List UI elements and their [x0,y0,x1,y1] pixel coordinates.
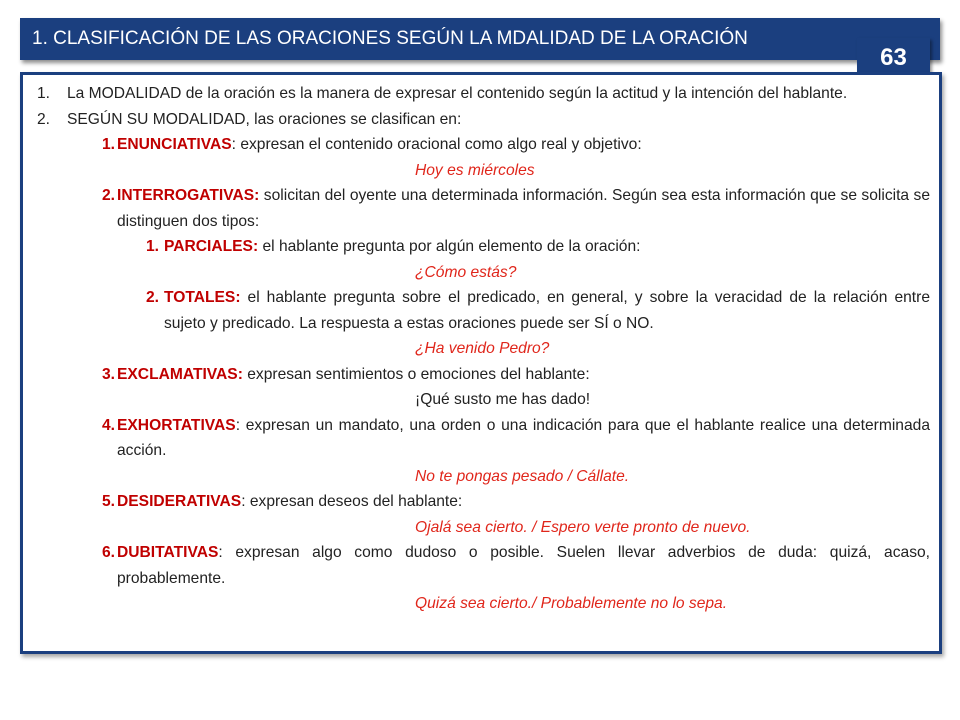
list-number: 2. [145,289,159,306]
list-number: 5. [101,493,115,510]
term: EXHORTATIVAS [117,416,236,434]
list-item-exhortativas [23,413,939,464]
content-list [23,81,939,617]
term: DUBITATIVAS [117,544,219,561]
title-bar [20,18,940,60]
list-text: SEGÚN SU MODALIDAD, las oraciones se clasifican en: [67,110,462,128]
list-item-desiderativas [23,489,939,515]
list-item [23,81,939,107]
definition: : expresan el contenido oracional como algo real y objetivo: [231,136,642,153]
example-totales: ¿Ha venido Pedro? [415,340,550,357]
example-parciales: ¿Cómo estás? [415,263,517,281]
list-item-exclamativas [23,362,939,388]
list-number: 3. [101,365,115,383]
list-item-totales [23,285,939,336]
definition: : expresan un mandato, una orden o una indicación para que el hablante realice una determinada acción. [117,416,930,459]
example-dubitativas: Quizá sea cierto./ Probablemente no lo sepa. [415,595,728,612]
definition: el hablante pregunta sobre el predicado, en general, y sobre la veracidad de la relación entre sujeto y predicado. La respuesta a estas oraciones puede ser SÍ o NO. [164,289,930,332]
list-number: 2. [101,187,115,204]
definition: : expresan algo como dudoso o posible. Suelen llevar adverbios de duda: quizá, acaso, probablemente. [117,544,930,587]
content-box [20,72,942,654]
term: PARCIALES: [164,238,259,255]
definition: solicitan del oyente una determinada información. Según sea esta información que se solicita se distinguen dos tipos: [117,187,930,230]
list-number: 1. [145,238,159,255]
term: ENUNCIATIVAS [117,136,232,153]
term: INTERROGATIVAS: [117,187,260,204]
definition: el hablante pregunta por algún elemento de la oración: [258,238,641,255]
list-item [23,107,939,133]
example-enunciativas: Hoy es miércoles [415,161,535,179]
list-item-interrogativas [23,183,939,234]
list-item-dubitativas [23,540,939,591]
list-number: 4. [101,416,115,434]
list-item-enunciativas [23,132,939,158]
term: DESIDERATIVAS [117,493,242,510]
list-number: 1. [36,85,50,102]
term: EXCLAMATIVAS: [117,365,243,383]
list-number: 2. [36,110,50,128]
list-item-parciales [23,234,939,260]
list-text: La MODALIDAD de la oración es la manera de expresar el contenido según la actitud y la intención del hablante. [67,85,848,102]
definition: expresan sentimientos o emociones del hablante: [242,365,590,383]
definition: : expresan deseos del hablante: [241,493,463,510]
example-desiderativas: Ojalá sea cierto. / Espero verte pronto de nuevo. [415,518,751,536]
slide-title: 1. CLASIFICACIÓN DE LAS ORACIONES SEGÚN LA MDALIDAD DE LA ORACIÓN [32,28,748,49]
list-number: 1. [101,136,115,153]
term: TOTALES: [164,289,241,306]
example-exclamativas: ¡Qué susto me has dado! [415,391,591,408]
list-number: 6. [101,544,115,561]
example-exhortativas: No te pongas pesado / Cállate. [415,467,630,485]
page-number-badge: 63 [857,38,930,76]
